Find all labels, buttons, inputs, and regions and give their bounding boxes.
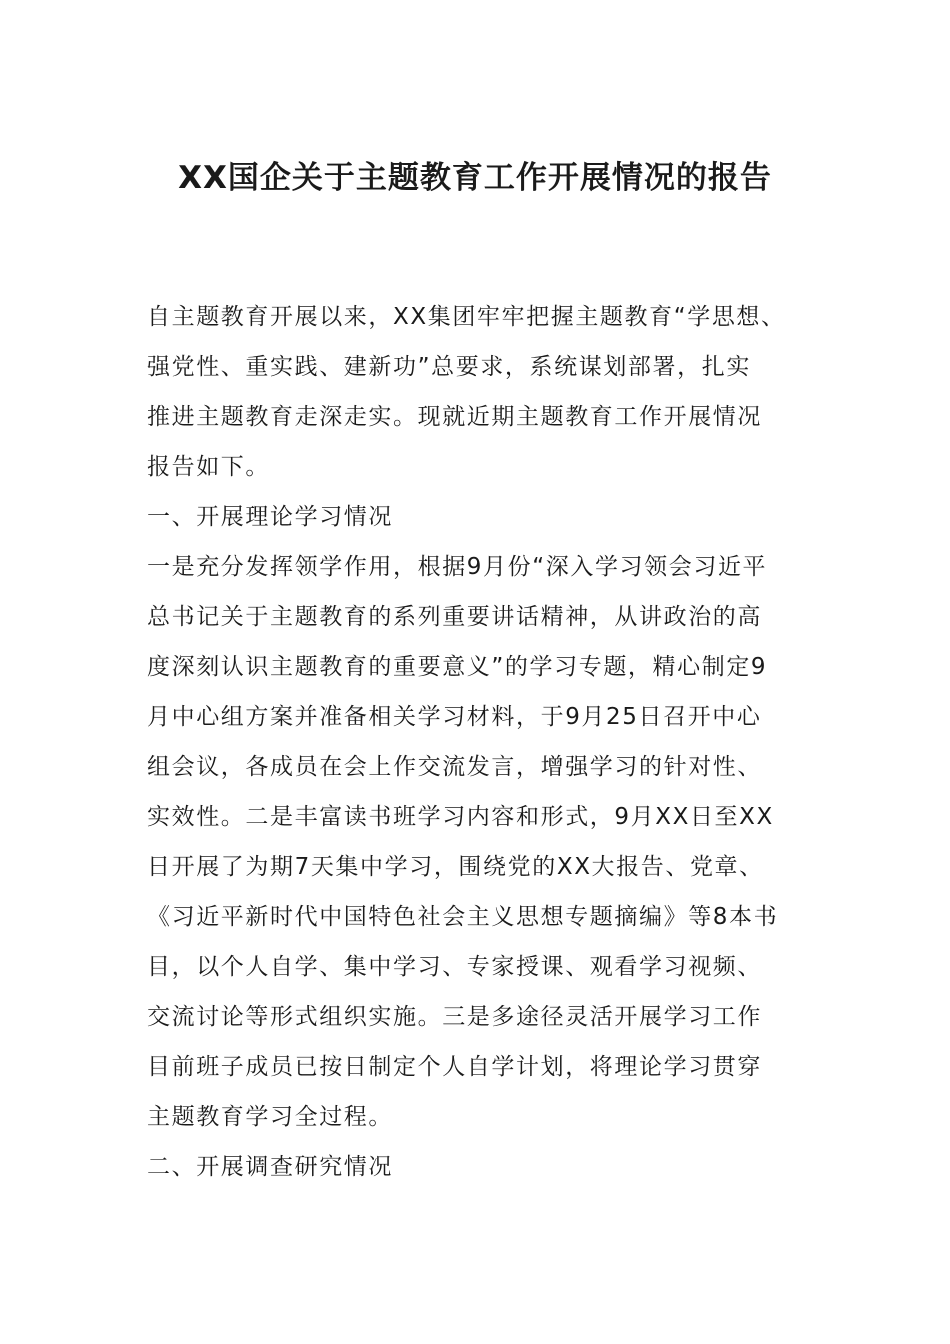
paragraph-line: 一是充分发挥领学作用，根据9月份“深入学习领会习近平 — [147, 554, 768, 580]
paragraph-line: 目前班子成员已按日制定个人自学计划，将理论学习贯穿 — [147, 1054, 762, 1080]
section-heading-1: 一、开展理论学习情况 — [147, 504, 393, 530]
paragraph-line: 总书记关于主题教育的系列重要讲话精神，从讲政治的高 — [147, 604, 762, 630]
paragraph-line: 交流讨论等形式组织实施。三是多途径灵活开展学习工作 — [147, 1004, 762, 1030]
document-title: XX国企关于主题教育工作开展情况的报告 — [178, 160, 772, 196]
paragraph-line: 《习近平新时代中国特色社会主义思想专题摘编》等8本书 — [147, 904, 779, 930]
paragraph-line: 强党性、重实践、建新功”总要求，系统谋划部署，扎实 — [147, 354, 751, 380]
paragraph-line: 推进主题教育走深走实。现就近期主题教育工作开展情况 — [147, 404, 762, 430]
paragraph-line: 实效性。二是丰富读书班学习内容和形式，9月XX日至XX — [147, 804, 774, 830]
paragraph-line: 目，以个人自学、集中学习、专家授课、观看学习视频、 — [147, 954, 762, 980]
section-heading-2: 二、开展调查研究情况 — [147, 1154, 393, 1180]
paragraph-line: 度深刻认识主题教育的重要意义”的学习专题，精心制定9 — [147, 654, 768, 680]
paragraph-line: 月中心组方案并准备相关学习材料，于9月25日召开中心 — [147, 704, 762, 730]
paragraph-line: 日开展了为期7天集中学习，围绕党的XX大报告、党章、 — [147, 854, 764, 880]
document-body — [147, 292, 807, 1192]
paragraph-line: 主题教育学习全过程。 — [147, 1104, 393, 1130]
paragraph-line: 报告如下。 — [147, 454, 270, 480]
paragraph-line: 组会议，各成员在会上作交流发言，增强学习的针对性、 — [147, 754, 762, 780]
paragraph-line: 自主题教育开展以来，XX集团牢牢把握主题教育“学思想、 — [147, 304, 786, 330]
